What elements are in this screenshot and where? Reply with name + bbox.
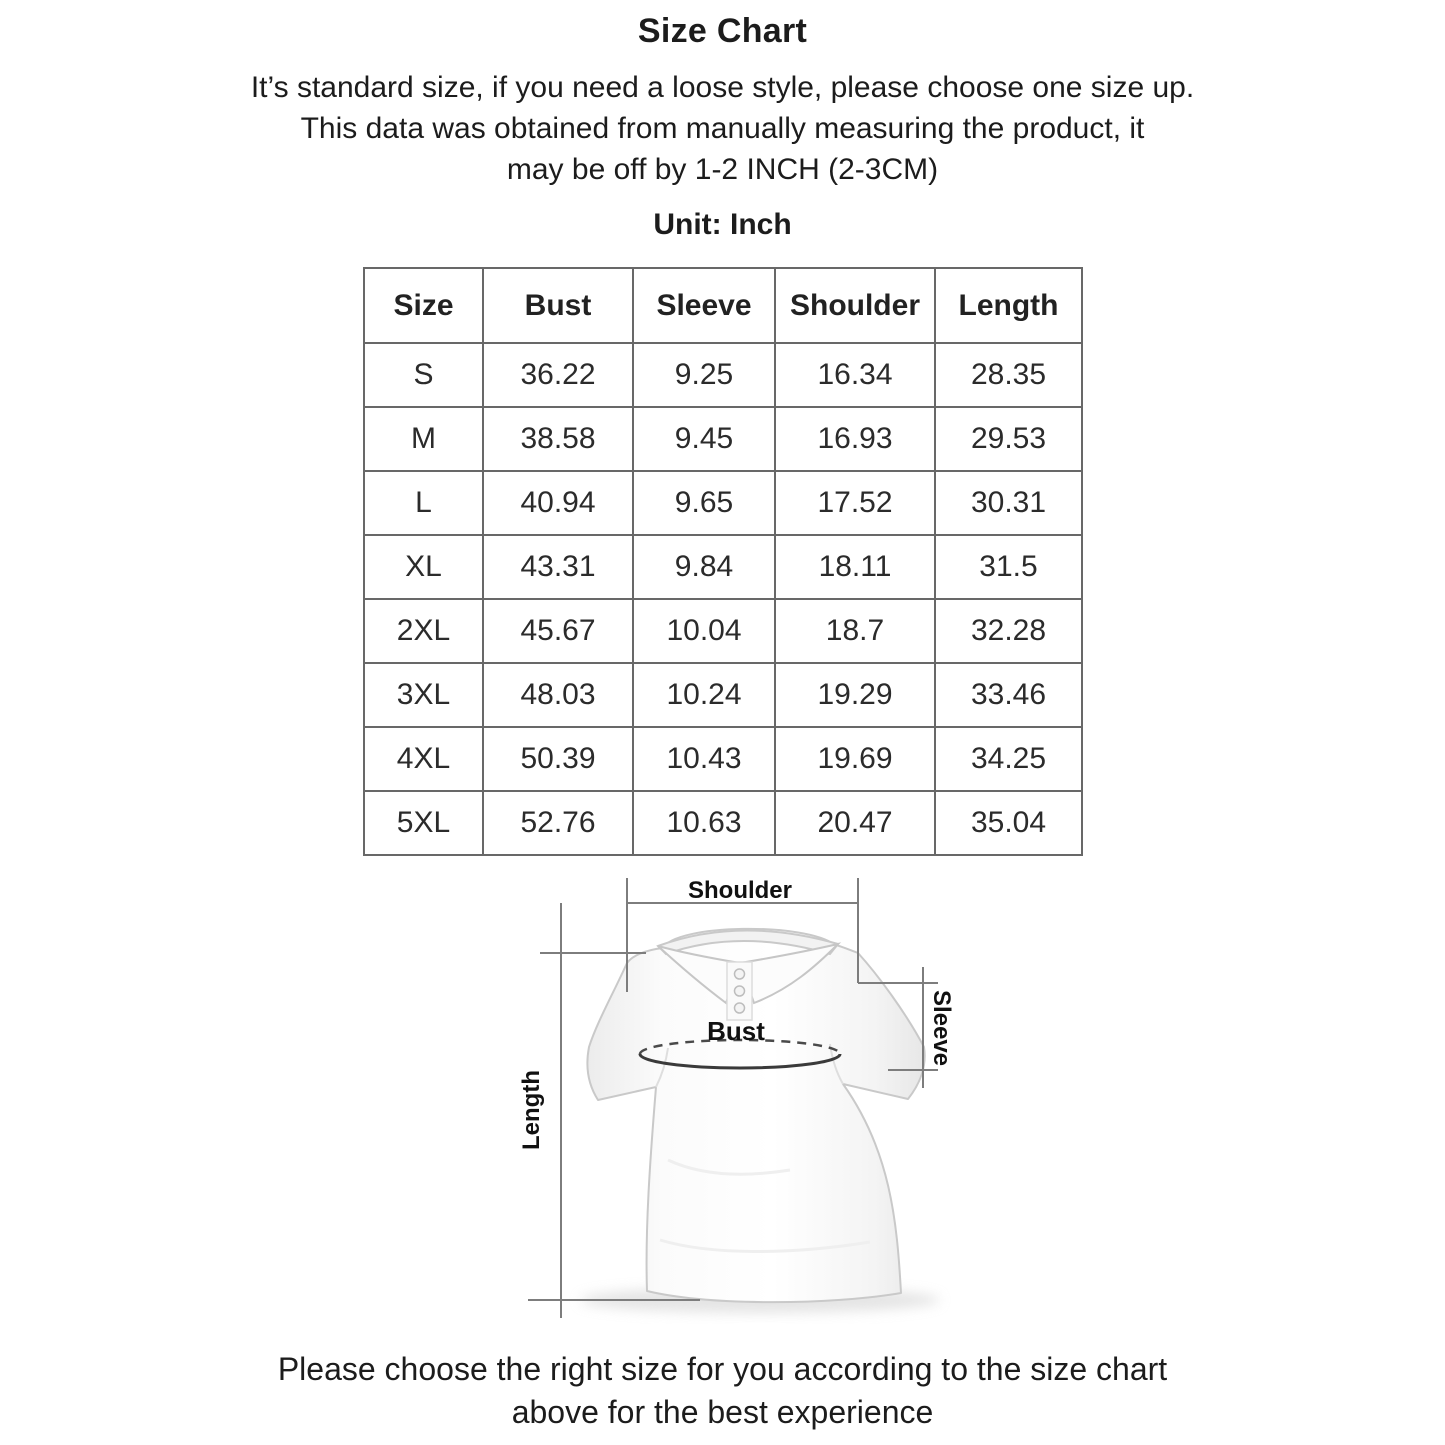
cell-sleeve: 9.65 <box>633 471 775 535</box>
col-header-length: Length <box>935 268 1082 343</box>
cell-bust: 48.03 <box>483 663 633 727</box>
cell-bust: 45.67 <box>483 599 633 663</box>
cell-shoulder: 18.7 <box>775 599 935 663</box>
sleeve-label: Sleeve <box>928 989 955 1067</box>
table-header-row <box>364 268 1082 343</box>
cell-shoulder: 16.93 <box>775 407 935 471</box>
cell-size: L <box>364 471 483 535</box>
measurement-diagram <box>0 860 1445 1335</box>
cell-bust: 50.39 <box>483 727 633 791</box>
col-header-sleeve: Sleeve <box>633 268 775 343</box>
bust-label: Bust <box>707 1016 765 1046</box>
unit-label: Unit: Inch <box>653 208 792 241</box>
cell-length: 30.31 <box>935 471 1082 535</box>
cell-size: 3XL <box>364 663 483 727</box>
cell-sleeve: 9.25 <box>633 343 775 407</box>
page-title: Size Chart <box>637 12 808 50</box>
length-label: Length <box>518 1070 545 1150</box>
button <box>735 969 745 979</box>
cell-shoulder: 17.52 <box>775 471 935 535</box>
cell-sleeve: 10.24 <box>633 663 775 727</box>
cell-length: 33.46 <box>935 663 1082 727</box>
description <box>0 67 1445 190</box>
table-row <box>364 407 1082 471</box>
description-line: This data was obtained from manually measuring the product, it <box>300 112 1145 145</box>
cell-shoulder: 20.47 <box>775 791 935 855</box>
footer-line: above for the best experience <box>511 1394 934 1430</box>
button <box>735 1003 745 1013</box>
size-table <box>363 267 1083 856</box>
cell-sleeve: 10.63 <box>633 791 775 855</box>
cell-length: 32.28 <box>935 599 1082 663</box>
col-header-shoulder: Shoulder <box>775 268 935 343</box>
cell-bust: 52.76 <box>483 791 633 855</box>
col-header-bust: Bust <box>483 268 633 343</box>
table-row <box>364 663 1082 727</box>
header <box>0 0 1445 242</box>
cell-shoulder: 16.34 <box>775 343 935 407</box>
cell-length: 34.25 <box>935 727 1082 791</box>
cell-sleeve: 10.43 <box>633 727 775 791</box>
cell-length: 31.5 <box>935 535 1082 599</box>
polo-shirt-illustration <box>587 929 924 1302</box>
shoulder-label: Shoulder <box>687 877 793 904</box>
button <box>735 986 745 996</box>
table-row <box>364 791 1082 855</box>
cell-size: 2XL <box>364 599 483 663</box>
description-line: It’s standard size, if you need a loose style, please choose one size up. <box>250 71 1195 104</box>
col-header-size: Size <box>364 268 483 343</box>
table-row <box>364 343 1082 407</box>
cell-shoulder: 19.69 <box>775 727 935 791</box>
table-row <box>364 535 1082 599</box>
cell-bust: 43.31 <box>483 535 633 599</box>
cell-shoulder: 18.11 <box>775 535 935 599</box>
cell-size: S <box>364 343 483 407</box>
cell-bust: 38.58 <box>483 407 633 471</box>
cell-length: 29.53 <box>935 407 1082 471</box>
footer-line: Please choose the right size for you according to the size chart <box>277 1351 1168 1387</box>
cell-shoulder: 19.29 <box>775 663 935 727</box>
description-line: may be off by 1-2 INCH (2-3CM) <box>506 153 939 186</box>
cell-sleeve: 9.45 <box>633 407 775 471</box>
cell-size: XL <box>364 535 483 599</box>
cell-size: 5XL <box>364 791 483 855</box>
cell-sleeve: 10.04 <box>633 599 775 663</box>
cell-bust: 36.22 <box>483 343 633 407</box>
footer-note <box>0 1348 1445 1434</box>
cell-length: 28.35 <box>935 343 1082 407</box>
cell-sleeve: 9.84 <box>633 535 775 599</box>
table-row <box>364 471 1082 535</box>
cell-size: M <box>364 407 483 471</box>
table-row <box>364 599 1082 663</box>
cell-length: 35.04 <box>935 791 1082 855</box>
table-row <box>364 727 1082 791</box>
cell-size: 4XL <box>364 727 483 791</box>
cell-bust: 40.94 <box>483 471 633 535</box>
